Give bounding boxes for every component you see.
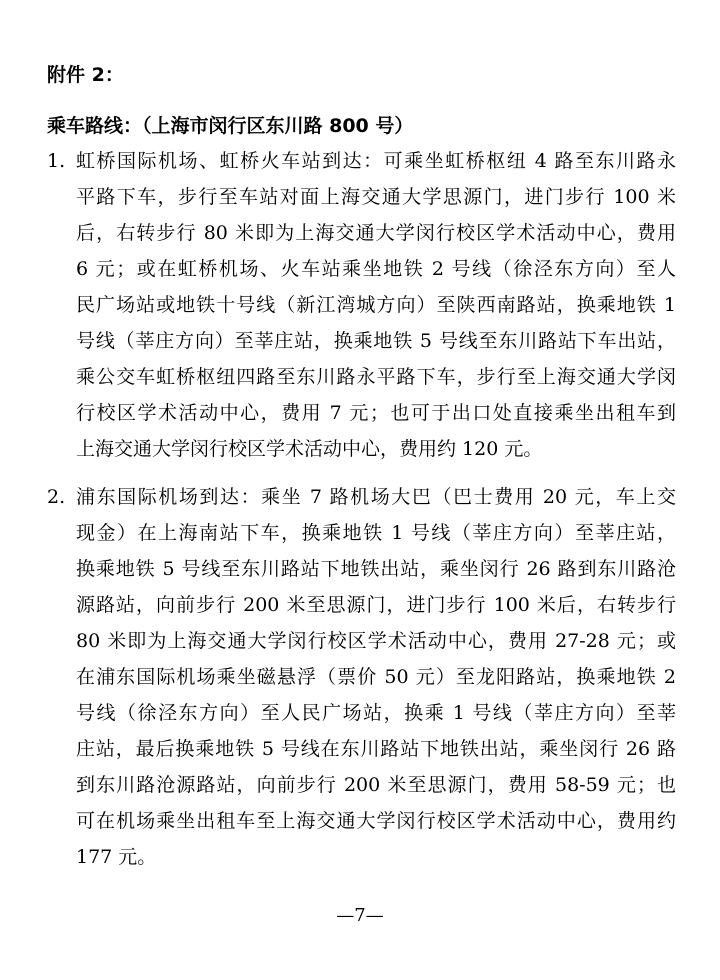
item-paragraph bbox=[76, 479, 676, 875]
item-number: 2. bbox=[47, 486, 66, 508]
paragraph-line: 后，右转步行 80 米即为上海交通大学闵行校区学术活动中心，费用 bbox=[76, 222, 676, 244]
paragraph-line: 号线（莘庄方向）至莘庄站，换乘地铁 5 号线至东川路站下车出站， bbox=[76, 330, 676, 352]
paragraph-line: 可在机场乘坐出租车至上海交通大学闵行校区学术活动中心，费用约 bbox=[76, 810, 676, 832]
paragraph-line: 民广场站或地铁十号线（新江湾城方向）至陕西南路站，换乘地铁 1 bbox=[76, 294, 676, 316]
paragraph-line: 号线（徐泾东方向）至人民广场站，换乘 1 号线（莘庄方向）至莘 bbox=[76, 702, 676, 724]
page-number: —7— bbox=[336, 905, 384, 926]
paragraph-line: 虹桥国际机场、虹桥火车站到达：可乘坐虹桥枢纽 4 路至东川路永 bbox=[76, 150, 676, 172]
paragraph-line: 上海交通大学闵行校区学术活动中心，费用约 120 元。 bbox=[76, 438, 543, 460]
paragraph-line: 80 米即为上海交通大学闵行校区学术活动中心，费用 27-28 元；或 bbox=[76, 630, 676, 652]
paragraph-line: 乘公交车虹桥枢纽四路至东川路永平路下车，步行至上海交通大学闵 bbox=[76, 366, 676, 388]
item-number: 1. bbox=[47, 150, 66, 172]
paragraph-line: 在浦东国际机场乘坐磁悬浮（票价 50 元）至龙阳路站，换乘地铁 2 bbox=[76, 666, 676, 688]
paragraph-line: 到东川路沧源路站，向前步行 200 米至思源门，费用 58-59 元；也 bbox=[76, 774, 676, 796]
paragraph-line: 177 元。 bbox=[76, 846, 157, 868]
paragraph-line: 行校区学术活动中心，费用 7 元；也可于出口处直接乘坐出租车到 bbox=[76, 402, 676, 424]
paragraph-line: 现金）在上海南站下车，换乘地铁 1 号线（莘庄方向）至莘庄站， bbox=[76, 522, 676, 544]
paragraph-line: 源路站，向前步行 200 米至思源门，进门步行 100 米后，右转步行 bbox=[76, 594, 676, 616]
paragraph-line: 6 元；或在虹桥机场、火车站乘坐地铁 2 号线（徐泾东方向）至人 bbox=[76, 258, 676, 280]
attachment-label: 附件 2： bbox=[47, 64, 124, 86]
paragraph-line: 平路下车，步行至车站对面上海交通大学思源门，进门步行 100 米 bbox=[76, 186, 676, 208]
route-heading: 乘车路线：（上海市闵行区东川路 800 号） bbox=[47, 115, 414, 137]
item-paragraph bbox=[76, 143, 676, 467]
paragraph-line: 换乘地铁 5 号线至东川路站下地铁出站，乘坐闵行 26 路到东川路沧 bbox=[76, 558, 676, 580]
paragraph-line: 庄站，最后换乘地铁 5 号线在东川路站下地铁出站，乘坐闵行 26 路 bbox=[76, 738, 676, 760]
paragraph-line: 浦东国际机场到达：乘坐 7 路机场大巴（巴士费用 20 元，车上交 bbox=[76, 486, 676, 508]
